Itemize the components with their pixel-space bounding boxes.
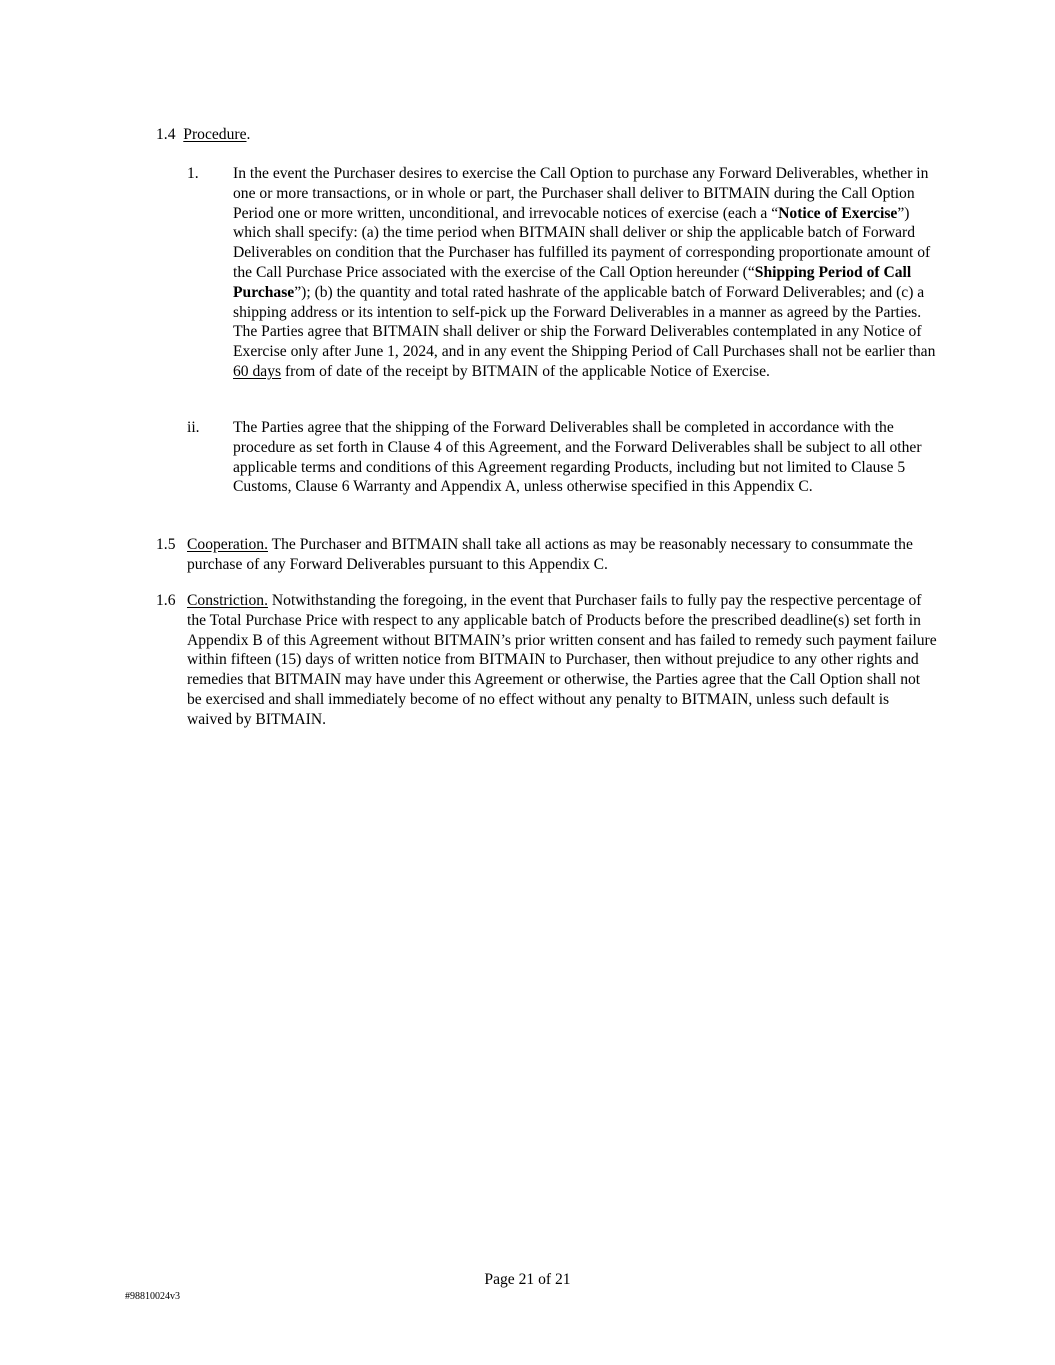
section-number: 1.4: [156, 126, 176, 143]
section-1-4-heading: [156, 125, 250, 145]
list-marker: ii.: [187, 419, 200, 436]
section-1-5: [156, 535, 936, 575]
section-title-period: .: [246, 126, 251, 143]
section-text: [187, 591, 937, 730]
section-title: Cooperation.: [187, 536, 268, 553]
section-text: [187, 535, 937, 575]
text-run: from of date of the receipt by BITMAIN of the applicable Notice of Exercise.: [281, 362, 770, 380]
list-item-text: [233, 164, 937, 382]
underlined-60-days: 60 days: [233, 362, 282, 380]
list-marker: 1.: [187, 165, 199, 182]
page-number: Page 21 of 21: [484, 1271, 571, 1288]
text-run: ”) which shall specify: (a) the time period when BITMAIN shall deliver or ship the applicable batch of Forward Deliverables on condition that the Purchaser has fulfilled its payment of corresponding proportionate amount of the Call Purchase Price associated with the exercise of the Call Option hereunder (“: [233, 204, 931, 281]
text-run: Notwithstanding the foregoing, in the event that Purchaser fails to fully pay the respective percentage of the Total Purchase Price with respect to any applicable batch of Products before the prescribed deadline(s) set forth in Appendix B of this Agreement without BITMAIN’s prior written consent and has failed to remedy such payment failure within fifteen (15) days of written notice from BITMAIN to Purchaser, then without prejudice to any other rights and remedies that BITMAIN may have under this Agreement or otherwise, the Parties agree that the Call Option shall not be exercised and shall immediately become of no effect without any penalty to BITMAIN, unless such default is waived by BITMAIN.: [187, 592, 937, 728]
section-number: 1.5: [156, 536, 176, 553]
section-1-6: [156, 591, 936, 730]
list-item-ii: [187, 418, 937, 497]
text-run: The Purchaser and BITMAIN shall take all actions as may be reasonably necessary to consummate the purchase of any Forward Deliverables pursuant to this Appendix C.: [187, 536, 913, 573]
text-run: ”); (b) the quantity and total rated hashrate of the applicable batch of Forward Deliverables; and (c) a shipping address or its intention to self-pick up the Forward Deliverables in a manner as agreed by the Parties. The Parties agree that BITMAIN shall deliver or ship the Forward Deliverables contemplated in any Notice of Exercise only after June 1, 2024, and in any event the Shipping Period of Call Purchases shall not be earlier than: [233, 283, 936, 361]
defined-term-shipping-period: Shipping Period of Call Purchase: [233, 263, 912, 301]
list-item-1: [187, 164, 937, 382]
defined-term-notice-of-exercise: Notice of Exercise: [778, 204, 898, 222]
section-title: Constriction.: [187, 592, 268, 609]
section-number: 1.6: [156, 592, 176, 609]
section-title: Procedure: [183, 126, 247, 143]
list-item-text: The Parties agree that the shipping of the Forward Deliverables shall be completed in accordance with the procedure as set forth in Clause 4 of this Agreement, and the Forward Deliverables shall be subject to all other applicable terms and conditions of this Agreement regarding Products, including but not limited to Clause 5 Customs, Clause 6 Warranty and Appendix A, unless otherwise specified in this Appendix C.: [233, 419, 922, 496]
text-run: In the event the Purchaser desires to exercise the Call Option to purchase any Forward Deliverables, whether in one or more transactions, or in whole or part, the Purchaser shall deliver to BITMAIN during the Call Option Period one or more written, unconditional, and irrevocable notices of exercise (each a “: [233, 165, 929, 222]
document-id: #98810024v3: [125, 1291, 180, 1302]
